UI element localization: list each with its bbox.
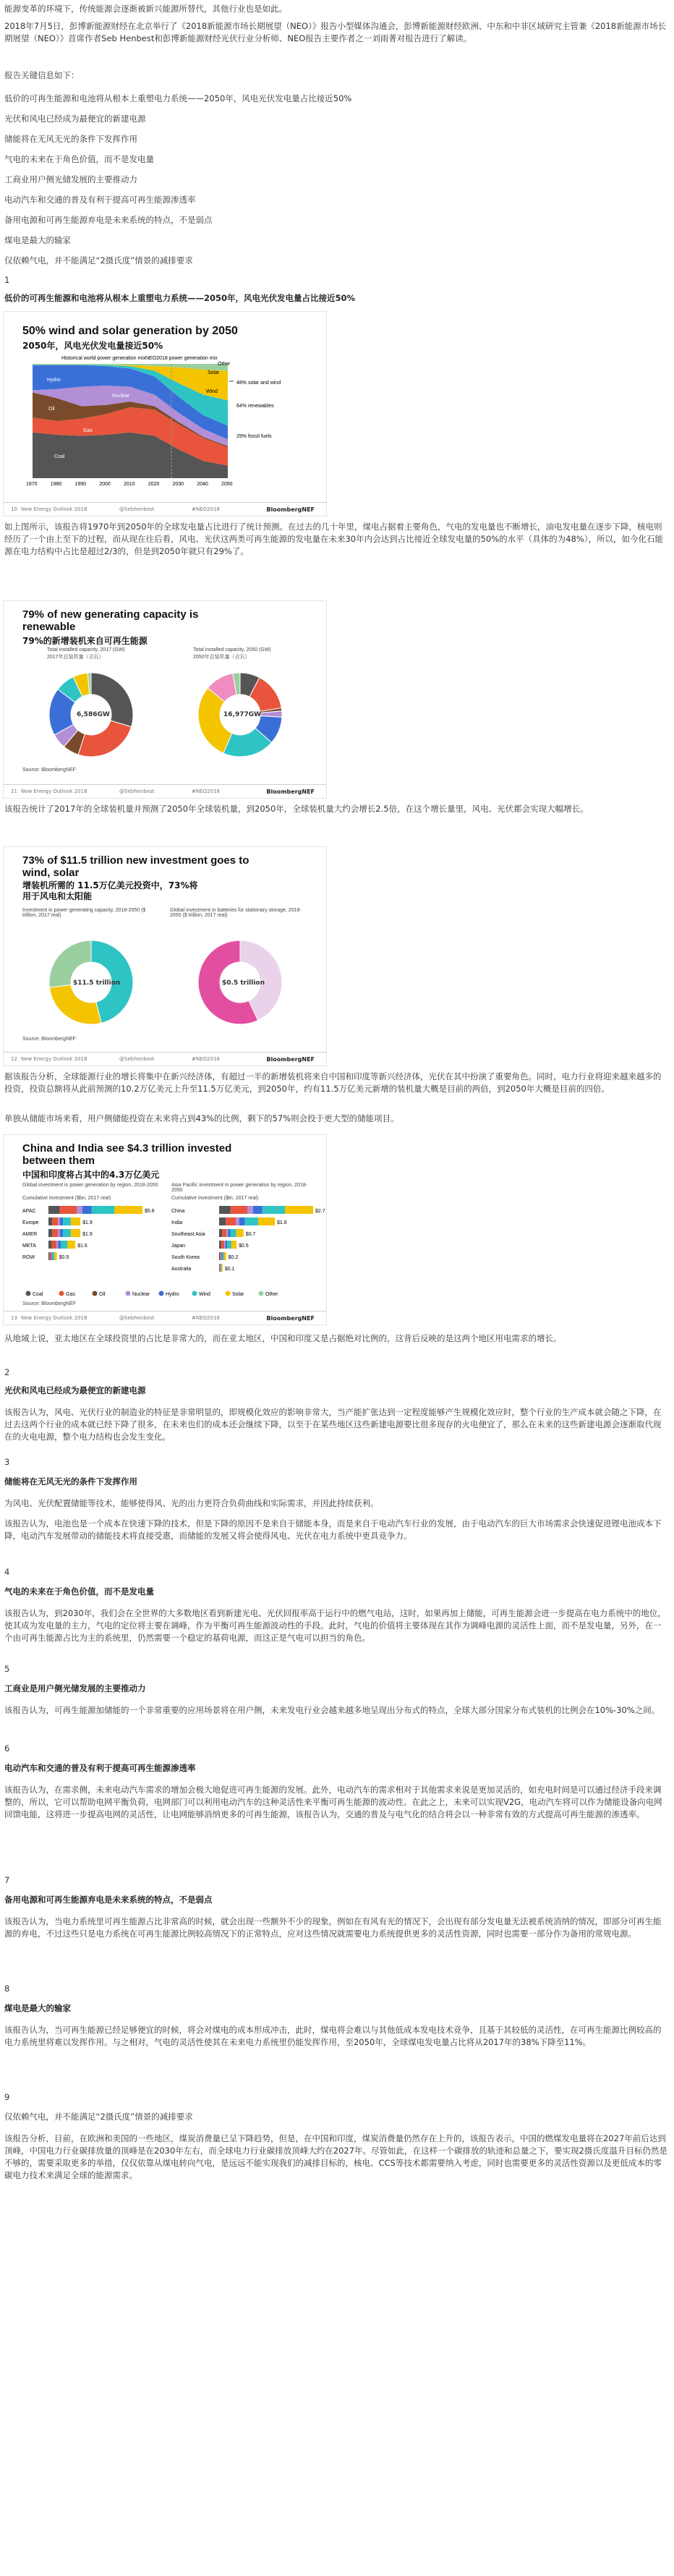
- bar-segment-solar: [231, 1241, 236, 1249]
- slide-regional: [3, 1134, 327, 1325]
- paragraph-after-chart-3b: 单独从储能市场来看，用户侧储能投资在未来将占到43%的比例，剩下的57%则会投于更大型的储能项目。: [4, 1113, 399, 1123]
- bar-segment-coal: [219, 1241, 221, 1249]
- bar-segment-hydro: [226, 1241, 227, 1249]
- bar-segment-wind: [231, 1229, 236, 1237]
- bar-segment-nuclear: [236, 1217, 239, 1225]
- legend-swatch: [226, 1291, 231, 1296]
- bar-category-label: Japan: [171, 1244, 186, 1249]
- section-number: 5: [4, 1664, 10, 1674]
- section-heading-4: 气电的未来在于角色价值，而不是发电量: [4, 1586, 154, 1597]
- slide-title-cn: 2050年，风电光伏发电量接近50%: [22, 341, 163, 351]
- slide-page-number: 13: [11, 1315, 17, 1321]
- bar-category-label: ROW: [22, 1255, 35, 1260]
- donut-subtitle-2050: 2050年总装机量（吉瓦）: [193, 655, 250, 660]
- bar-segment-wind: [52, 1252, 54, 1260]
- bar-segment-wind: [263, 1206, 285, 1214]
- summary-item: 备用电源和可再生能源弃电是未来系统的特点，不是弱点: [4, 215, 213, 225]
- section-number: 8: [4, 1984, 10, 1994]
- annotation-solar-wind: 48% solar and wind: [236, 381, 281, 386]
- bar-value-label: $0.5: [239, 1244, 249, 1249]
- bar-segment-wind: [63, 1217, 71, 1225]
- bar-segment-gas: [220, 1252, 221, 1260]
- legend-swatch: [26, 1291, 31, 1296]
- legend-swatch: [59, 1291, 64, 1296]
- brand-logo: BloombergNEF: [266, 1315, 315, 1322]
- intro-paragraph-1: 能源变革的环境下，传统能源会逐渐被新兴能源所替代，其他行业也是如此。: [4, 4, 287, 14]
- summary-item: 电动汽车和交通的普及有利于提高可再生能源渗透率: [4, 195, 196, 205]
- bar-segment-solar: [224, 1252, 226, 1260]
- bar-value-label: $0.7: [245, 1232, 256, 1237]
- x-tick-label: 1980: [50, 482, 62, 487]
- bar-segment-solar: [236, 1229, 244, 1237]
- slide-footer-text: New Energy Outlook 2018: [21, 1315, 88, 1321]
- section-number: 3: [4, 1457, 10, 1467]
- bar-category-label: China: [171, 1209, 185, 1214]
- bar-value-label: $5.6: [145, 1209, 155, 1214]
- x-tick-label: 2010: [124, 482, 135, 487]
- bar-category-label: AMER: [22, 1232, 38, 1237]
- paragraph-after-chart-4: 从地域上说，亚太地区在全球投资里的占比是非常大的，而在亚太地区，中国和印度又是占据绝对比例的，这背后反映的是这两个地区用电需求的增长。: [4, 1333, 562, 1343]
- section-heading-8: 煤电是最大的输家: [4, 2003, 71, 2013]
- slide-page-number: 12: [11, 1056, 17, 1062]
- summary-item: 煤电是最大的输家: [4, 235, 71, 245]
- bar-segment-solar: [71, 1217, 80, 1225]
- bar-segment-coal: [48, 1217, 52, 1225]
- summary-item: 气电的未来在于角色价值，而不是发电量: [4, 154, 154, 164]
- bar-segment-coal: [219, 1217, 226, 1225]
- paragraph-after-chart-3a: 据该报告分析，全球能源行业的增长将集中在新兴经济体，有超过一半的新增装机将来自中国和印度等新兴经济体，光伏在其中扮演了重要角色。同时，电力行业将迎来越来越多的投资，投资总额将从此前预测的10.2万亿美元上升至11.5万亿美元，到2050年，约有11.5万亿美元新增的装机量大概是目前的两倍，到2050年大概是目前的四倍。: [4, 1071, 662, 1094]
- slide-footer: [4, 1311, 326, 1325]
- slide-footer-tag: #NEO2018: [192, 1056, 220, 1062]
- donut-title-batteries: Global investment in batteries for stationary storage, 2018-2050 ($ trillion, 2017 real): [170, 908, 302, 918]
- legend-label: Wind: [199, 1292, 210, 1297]
- bar-segment-nuclear: [56, 1241, 58, 1249]
- bar-segment-coal: [48, 1229, 52, 1237]
- bar-segment-nuclear: [247, 1206, 253, 1214]
- legend-label: Coal: [33, 1292, 43, 1297]
- legend-label: Oil: [99, 1292, 106, 1297]
- donut-total-2050: 16,977GW: [223, 711, 262, 718]
- series-label-solar: Solar: [208, 370, 220, 375]
- legend-swatch: [159, 1291, 164, 1296]
- bar-segment-solar: [114, 1206, 142, 1214]
- bar-segment-gas: [51, 1241, 56, 1249]
- slide-footer-text: New Energy Outlook 2018: [21, 506, 88, 512]
- donut-subtitle-2017: 2017年总装机量（吉瓦）: [47, 655, 104, 660]
- bar-segment-coal: [48, 1252, 49, 1260]
- bar-segment-nuclear: [224, 1241, 225, 1249]
- donut-total-batteries: $0.5 trillion: [222, 979, 265, 987]
- section-paragraph-4: 该报告认为，到2030年，我们会在全世界的大多数地区看到新建光电、光伏回报率高于运行中的燃气电站，这时，如果再加上储能，可再生能源会进一步提高在电力系统中的地位，使其成为发电量的主力，气电的定位将主要在调峰，作为平衡可再生能源波动性的手段。此时，气电的价值将主要体现在其作为调峰电源的灵活性上面，而不是发电量，另外，在一个由可再生能源占比为主的系统里，仍然需要一个稳定的基荷电源，而这正是气电可以担当的角色。: [4, 1608, 666, 1643]
- bar-segment-gas: [52, 1217, 58, 1225]
- section-number: 1: [4, 275, 10, 285]
- slide-title-en: 50% wind and solar generation by 2050: [22, 325, 238, 337]
- slide-footer-tag: #NEO2018: [192, 506, 220, 512]
- slide-page-number: 11: [11, 788, 17, 794]
- bar-chart-global: [22, 1203, 167, 1283]
- bar-segment-solar: [285, 1206, 313, 1214]
- bar-segment-hydro: [239, 1217, 245, 1225]
- bar-value-label: $0.1: [224, 1267, 235, 1272]
- slide-capacity: [3, 600, 327, 799]
- bar-category-label: Southeast Asia: [171, 1232, 205, 1237]
- slide-footer-handle: @Sebhenbest: [119, 788, 155, 794]
- annotation-fossil: 29% fossil fuels: [236, 434, 272, 439]
- summary-item: 低价的可再生能源和电池将从根本上重塑电力系统——2050年，风电光伏发电量占比接近50%: [4, 93, 352, 103]
- series-label-gas: Gas: [83, 428, 93, 433]
- slide-page-number: 10: [11, 506, 17, 512]
- slide-footer-handle: @Sebhenbest: [119, 506, 155, 512]
- bar-value-label: $1.9: [82, 1220, 93, 1225]
- slide-source: Source: BloombergNEF: [22, 1037, 76, 1042]
- slide-investment: [3, 846, 327, 1066]
- slide-footer-text: New Energy Outlook 2018: [21, 1056, 88, 1062]
- series-label-hydro: Hydro: [47, 378, 61, 383]
- section-paragraph-8: 该报告认为，当可再生能源已经足够便宜的时候，将会对煤电的成本形成冲击，此时，煤电将会难以与其他低成本发电技术竞争，且基于其较低的灵活性，在可再生能源比例较高的电力系统里将难以发挥作用。与之相对，气电的灵活性使其在未来电力系统里仍能发挥作用，至2050年，全球煤电发电量占比将从2017年的38%下降至11%。: [4, 2025, 662, 2047]
- slide-footer-text: New Energy Outlook 2018: [21, 788, 88, 794]
- bar-value-label: $1.6: [277, 1220, 287, 1225]
- bar-segment-nuclear: [226, 1229, 228, 1237]
- bar-segment-gas: [49, 1252, 51, 1260]
- section-heading-1: 低价的可再生能源和电池将从根本上重塑电力系统——2050年，风电光伏发电量占比接近50%: [4, 293, 356, 303]
- bar-segment-gas: [220, 1264, 221, 1272]
- slide-footer: [4, 1052, 326, 1066]
- section-heading-3: 储能将在无风无光的条件下发挥作用: [4, 1476, 137, 1487]
- section-heading-6: 电动汽车和交通的普及有利于提高可再生能源渗透率: [4, 1763, 196, 1773]
- section-paragraph-9: 该报告分析，目前，在欧洲和美国的一些地区，煤炭消费量已呈下降趋势，但是，在中国和印度，煤炭消费量仍然存在上升的，该报告表示，中国的燃煤发电量将在2027年前后达到顶峰，中国电力行业碳排放量的顶峰是在2030年左右，而全球电力行业碳排放顶峰大约在2027年。尽管如此，在这样一个碳排放的轨迹和总量之下，要实现2摄氏度温升目标仍然是不够的，需要采取更多的举措，仅仅依靠从煤电转向气电，是远远不能实现我们的减排目标的，核电、CCS等技术都需要纳入考虑，同时也需要更多的灵活性资源以及更低成本的零碳电力技术来满足全球的能源需求。: [4, 2133, 667, 2180]
- section-heading-2: 光伏和风电已经成为最便宜的新建电源: [4, 1385, 146, 1395]
- slide-title-cn: 增装机所需的 11.5万亿美元投资中，73%将用于风电和太阳能: [22, 880, 198, 901]
- slide-title-cn: 中国和印度将占其中的4.3万亿美元: [22, 1170, 160, 1180]
- slide-title-en: 73% of $11.5 trillion new investment goes to wind, solar: [22, 854, 249, 879]
- bar-title-global: Global investment in power generation by region, 2018-2050: [22, 1183, 158, 1188]
- bar-segment-wind: [63, 1229, 71, 1237]
- paragraph-after-chart-2: 该报告统计了2017年的全球装机量并预测了2050年全球装机量，到2050年，全球装机量大约会增长2.5倍，在这个增长量里，风电、光伏都会实现大幅增长。: [4, 804, 589, 814]
- paragraph-after-chart-1: 如上图所示，该报告将1970年到2050年的全球发电量占比进行了统计预测。在过去的几十年里，煤电占据着主要角色，气电的发电量也不断增长，油电发电量在逐步下降，核电则经历了一个由上至下的过程，而从现在往后看，风电、光伏这两类可再生能源的发电量在未来30年内会达到占比接近全球发电量的50%的水平（具体的为48%），所以，如今化石能源在电力结构中占比是超过2/3的，但是到2050年就只有29%了。: [4, 522, 663, 556]
- bar-value-label: $2.7: [315, 1209, 325, 1214]
- bar-segment-solar: [258, 1217, 275, 1225]
- bar-segment-hydro: [221, 1252, 222, 1260]
- x-tick-label: 2040: [197, 482, 208, 487]
- slide-footer-handle: @Sebhenbest: [119, 1056, 155, 1062]
- bar-segment-wind: [227, 1241, 231, 1249]
- section-paragraph-3b: 该报告认为，电池也是一个成本在快速下降的技术，但是下降的原因不是来自于储能本身，而是来自于电动汽车行业的发展，由于电动汽车的巨大市场需求会快速促进锂电池成本下降，电动汽车发展带动的储能技术将直接受惠，而储能的发展又将会使得风电、光伏在电力系统中更具竞争力。: [4, 1518, 662, 1541]
- bar-segment-solar: [54, 1252, 56, 1260]
- bar-segment-hydro: [60, 1217, 63, 1225]
- x-tick-label: 1970: [26, 482, 38, 487]
- bar-category-label: Europe: [22, 1220, 39, 1225]
- brand-logo: BloombergNEF: [266, 788, 315, 795]
- bar-segment-coal: [219, 1252, 220, 1260]
- section-number: 6: [4, 1743, 10, 1754]
- bar-segment-coal: [219, 1264, 220, 1272]
- series-label-nuclear: Nuclear: [112, 394, 130, 399]
- annotation-renewables: 64% renewables: [236, 404, 274, 409]
- bar-segment-solar: [221, 1264, 222, 1272]
- bar-segment-hydro: [51, 1252, 52, 1260]
- bar-segment-hydro: [60, 1229, 63, 1237]
- section-paragraph-3a: 为风电、光伏配置储能等技术，能够使得风、光的出力更符合负荷曲线和实际需求，并因此持续获利。: [4, 1498, 379, 1508]
- bar-segment-gas: [60, 1206, 77, 1214]
- summary-item: 储能将在无风无光的条件下发挥作用: [4, 134, 137, 144]
- slide-source: Source: BloombergNEF: [22, 768, 76, 773]
- bar-value-label: $1.9: [82, 1232, 93, 1237]
- bar-segment-coal: [48, 1206, 60, 1214]
- intro-paragraph-2: 2018年7月5日，彭博新能源财经在北京举行了《2018新能源市场长期展望（NEO）》报告小型媒体沟通会，彭博新能源财经欧洲、中东和中非区域研究主管兼《2018新能源市场长期展望（NEO）》首席作者Seb Henbest和彭博新能源财经光伏行业分析师、NEO报告主要作者之一刘雨菁对报告进行了解读。: [4, 21, 667, 43]
- slide-footer: [4, 502, 326, 516]
- section-heading-5: 工商业是用户侧光储发展的主要推动力: [4, 1683, 146, 1693]
- summary-item: 工商业用户侧光储发展的主要推动力: [4, 174, 137, 184]
- section-number: 9: [4, 2092, 10, 2102]
- summary-item: 仅依赖气电，并不能满足“2摄氏度”情景的减排要求: [4, 255, 193, 265]
- bar-segment-gas: [231, 1206, 247, 1214]
- slide-title-en: 79% of new generating capacity is renewable: [22, 608, 199, 633]
- brand-logo: BloombergNEF: [266, 506, 315, 513]
- x-tick-label: 2050: [221, 482, 233, 487]
- donut-slice-gas: [78, 720, 131, 757]
- section-paragraph-5: 该报告认为，可再生能源加储能的一个非常重要的应用场景将在用户侧，未来发电行业会越来越多地呈现出分布式的特点，全球大部分国家分布式装机的比例会在10%-30%之间。: [4, 1705, 660, 1715]
- slide-footer-tag: #NEO2018: [192, 788, 220, 794]
- bar-segment-nuclear: [58, 1217, 60, 1225]
- section-number: 2: [4, 1367, 10, 1377]
- slide-footer-tag: #NEO2018: [192, 1315, 220, 1321]
- series-label-coal: Coal: [54, 454, 65, 459]
- bar-value-label: $0.5: [59, 1255, 69, 1260]
- bar-segment-coal: [48, 1241, 51, 1249]
- summary-title: 报告关键信息如下：: [4, 70, 80, 80]
- legend-swatch: [126, 1291, 131, 1296]
- section-number: 7: [4, 1875, 10, 1885]
- series-label-other: Other: [218, 362, 231, 367]
- slide-footer-handle: @Sebhenbest: [119, 1315, 155, 1321]
- donut-title-2017: Total installed capacity, 2017 (GW): [47, 647, 125, 652]
- bar-subtitle-global: Cumulative investment ($bn, 2017 real): [22, 1196, 111, 1201]
- bar-segment-solar: [71, 1229, 80, 1237]
- bar-segment-wind: [61, 1241, 67, 1249]
- legend-swatch: [93, 1291, 98, 1296]
- bar-segment-gas: [52, 1229, 58, 1237]
- bar-segment-coal: [219, 1229, 222, 1237]
- section-paragraph-6: 该报告认为，在需求侧，未来电动汽车需求的增加会极大地促进可再生能源的发展。此外，电动汽车的需求相对于其他需求来说是更加灵活的，如充电时间是可以通过经济手段来调整的，所以，它可以帮助电网平衡负荷，电网部门可以利用电动汽车的这种灵活性来平衡可再生能源的波动性。在此之上，未来可以实现V2G，电动汽车将可以作为储能设备向电网回馈电能，这将进一步提高电网的灵活性，让电网能够消纳更多的可再生能源，该报告认为，交通的普及与电气化的结合将会以一种非常有效的方式提高可再生能源的渗透率。: [4, 1785, 662, 1819]
- legend-label: Other: [265, 1292, 278, 1297]
- bar-segment-nuclear: [58, 1229, 60, 1237]
- x-tick-label: 2000: [99, 482, 111, 487]
- slide-source: Source: BloombergNEF: [22, 1301, 76, 1306]
- bar-chart-apac: [171, 1203, 323, 1297]
- chart-note-historical: Historical world power generation mix: [61, 356, 146, 361]
- bar-segment-hydro: [58, 1241, 61, 1249]
- legend-label: Nuclear: [132, 1292, 150, 1297]
- chart-note-neo: NEO2018 power generation mix: [145, 356, 218, 361]
- bar-category-label: South Korea: [171, 1255, 200, 1260]
- bar-segment-hydro: [253, 1206, 263, 1214]
- donut-title-investment: Investment in power generating capacity, 2018-2050 ($ trillion, 2017 real): [22, 908, 146, 918]
- bar-segment-hydro: [228, 1229, 230, 1237]
- slide-generation-mix: [3, 311, 327, 517]
- summary-item: 光伏和风电已经成为最便宜的新建电源: [4, 114, 146, 124]
- legend-label: Solar: [232, 1292, 244, 1297]
- area-chart: [4, 352, 326, 519]
- legend-label: Hydro: [166, 1292, 179, 1297]
- bar-segment-gas: [226, 1217, 236, 1225]
- donut-total-investment: $11.5 trillion: [73, 979, 121, 987]
- bar-segment-wind: [222, 1252, 223, 1260]
- section-heading-9: 仅依赖气电，并不能满足“2摄氏度”情景的减排要求: [4, 2112, 193, 2122]
- bar-segment-wind: [92, 1206, 114, 1214]
- donut-title-2050: Total installed capacity, 2050 (GW): [193, 647, 271, 652]
- legend-label: Gas: [66, 1292, 75, 1297]
- bar-segment-gas: [222, 1229, 226, 1237]
- slide-footer: [4, 784, 326, 798]
- donut-slice-solar: [49, 985, 101, 1024]
- donut-total-2017: 6,586GW: [77, 711, 110, 718]
- section-heading-7: 备用电源和可再生能源弃电是未来系统的特点，不是弱点: [4, 1895, 213, 1905]
- x-tick-label: 2020: [148, 482, 160, 487]
- bar-category-label: India: [171, 1220, 183, 1225]
- x-tick-label: 1990: [74, 482, 87, 487]
- chart-legend: [25, 1288, 315, 1298]
- bar-segment-hydro: [82, 1206, 92, 1214]
- bar-segment-coal: [219, 1206, 231, 1214]
- series-label-oil: Oil: [48, 407, 55, 412]
- bar-value-label: $1.6: [77, 1244, 88, 1249]
- bar-segment-wind: [244, 1217, 257, 1225]
- legend-swatch: [259, 1291, 264, 1296]
- section-paragraph-2: 该报告认为，风电、光伏行业的制造业的特征是非常明显的，即规模化效应的影响非常大，当产能扩张达到一定程度能够产生规模化效应时，整个行业的生产成本就会随之下降，在过去这两个行业的成本就已经下降了很多，在未来也们的成本还会继续下降，以至于在某些地区这些新建电源要比很多现存的火电便宜了，那么在未来的这些新建电源会逐渐取代现在的火电电源，整个电力结构也会发生变化。: [4, 1407, 662, 1442]
- bar-segment-nuclear: [221, 1252, 222, 1260]
- bar-title-apac: Asia Pacific investment in power generation by region, 2018-2050: [171, 1183, 307, 1193]
- donut-slice-coal: [91, 673, 133, 727]
- bar-segment-solar: [67, 1241, 75, 1249]
- bar-category-label: META: [22, 1244, 36, 1249]
- section-number: 4: [4, 1567, 10, 1577]
- series-label-wind: Wind: [206, 389, 218, 394]
- x-tick-label: 2030: [172, 482, 184, 487]
- brand-logo: BloombergNEF: [266, 1056, 315, 1063]
- bar-value-label: $0.2: [228, 1255, 239, 1260]
- bar-segment-nuclear: [77, 1206, 82, 1214]
- bar-category-label: Australia: [171, 1267, 192, 1272]
- section-paragraph-7: 该报告认为，当电力系统里可再生能源占比非常高的时候，就会出现一些额外不少的现象，例如在有风有光的情况下，会出现有部分发电量无法被系统消纳的情况，即部分可再生能源的弃电，不过这些只是电力系统在可再生能源比例较高情况下的正常特点，应对这些情况就需要电力系统提供更多的灵活性资源，同时也需要一部分作为备用的常规电源。: [4, 1916, 662, 1939]
- bar-category-label: APAC: [22, 1209, 36, 1214]
- bar-subtitle-apac: Cumulative investment ($tn, 2017 real): [171, 1196, 259, 1201]
- legend-swatch: [192, 1291, 197, 1296]
- bar-segment-gas: [221, 1241, 224, 1249]
- slide-title-en: China and India see $4.3 trillion invested between them: [22, 1142, 232, 1167]
- slide-title-cn: 79%的新增装机来自可再生能源: [22, 636, 148, 646]
